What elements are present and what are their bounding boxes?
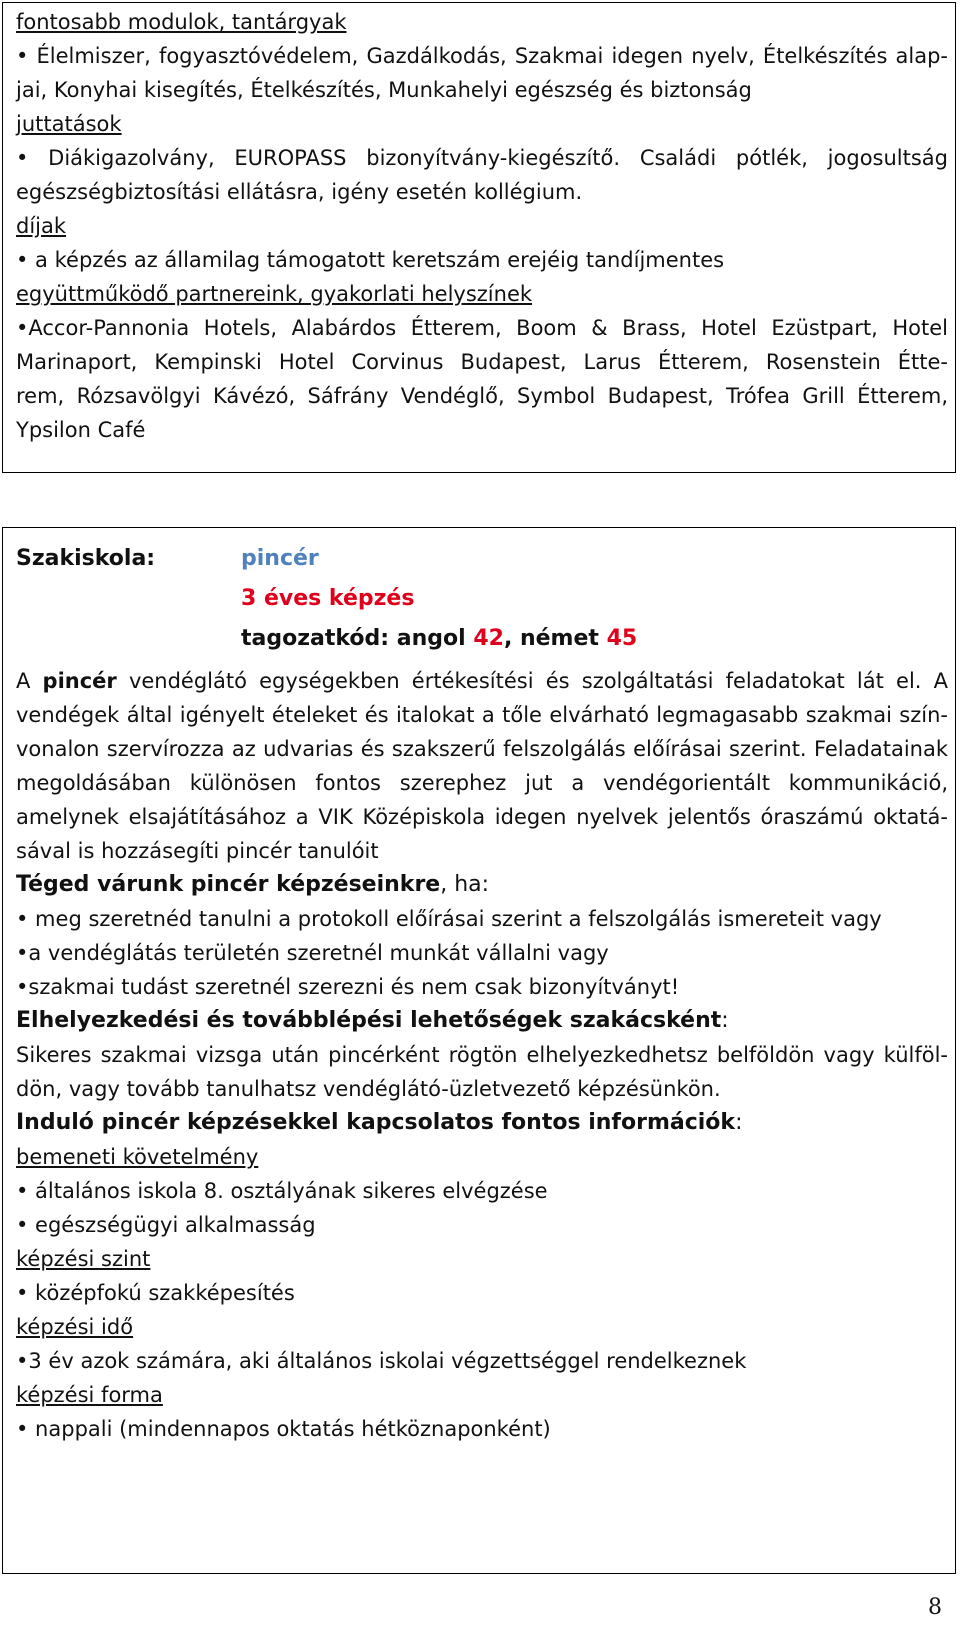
benefits-line: egészségbiztosítási ellátásra, igény esetén kollégium.: [16, 180, 583, 204]
description-line: sával is hozzásegíti pincér tanulóit: [16, 839, 379, 863]
waiter-section-box: [2, 527, 956, 1574]
partners-line: Marinaport, Kempinski Hotel Corvinus Budapest, Larus Étterem, Rosenstein Étte-: [16, 350, 948, 374]
section-code-german: 45: [606, 626, 638, 651]
modules-list-line: jai, Konyhai kisegítés, Ételkészítés, Munkahelyi egészség és biztonság: [16, 78, 752, 102]
section-code-label: tagozatkód: angol: [241, 626, 474, 651]
modules-heading: fontosabb modulok, tantárgyak: [16, 10, 347, 34]
requirements-heading: bemeneti követelmény: [16, 1145, 259, 1169]
duration-heading: képzési idő: [16, 1315, 134, 1339]
description-line: vonalon szervírozza az udvarias és szakszerű felszolgálás előírásai szerint. Feladatainak: [16, 737, 948, 761]
benefits-heading: juttatások: [16, 112, 122, 136]
fees-heading: díjak: [16, 214, 67, 238]
section-code: [241, 622, 741, 656]
modules-section-box: [2, 2, 956, 473]
school-type-label: Szakiskola:: [16, 546, 156, 571]
requirement-item: • általános iskola 8. osztályának sikeres elvégzése: [16, 1179, 548, 1203]
requirement-item: • egészségügyi alkalmasság: [16, 1213, 316, 1237]
who-we-expect-heading: [16, 868, 948, 902]
heading-bold: Téged várunk pincér képzéseinkre: [16, 872, 441, 897]
page-number: 8: [928, 1595, 942, 1620]
duration-item: •3 év azok számára, aki általános iskolai végzettséggel rendelkeznek: [16, 1349, 747, 1373]
condition-item: •a vendéglátás területén szeretnél munkát vállalni vagy: [16, 941, 609, 965]
partners-heading: együttműködő partnereink, gyakorlati helyszínek: [16, 282, 533, 306]
condition-item: •szakmai tudást szeretnél szerezni és nem csak bizonyítványt!: [16, 975, 680, 999]
career-line: dön, vagy tovább tanulhatsz vendéglátó-üzletvezető képzésünkön.: [16, 1077, 721, 1101]
description-line: megoldásában különösen fontos szerephez jut a vendégorientált kommunikáció,: [16, 771, 948, 795]
benefits-line: • Diákigazolvány, EUROPASS bizonyítvány-kiegészítő. Családi pótlék, jogosultság: [16, 146, 948, 170]
heading-suffix: :: [721, 1008, 729, 1033]
description-text: vendéglátó egységekben értékesítési és szolgáltatási feladatokat lát el. A: [116, 669, 948, 693]
heading-suffix: :: [735, 1110, 743, 1135]
section-code-english: 42: [473, 626, 504, 651]
form-item: • nappali (mindennapos oktatás hétköznaponként): [16, 1417, 551, 1441]
description-text: A: [16, 669, 43, 693]
level-heading: képzési szint: [16, 1247, 151, 1271]
heading-bold: Elhelyezkedési és továbblépési lehetőségek szakácsként: [16, 1008, 722, 1033]
description-line: [16, 664, 948, 698]
description-bold: pincér: [42, 669, 117, 693]
partners-line: Ypsilon Café: [16, 418, 146, 442]
description-line: vendégek által igényelt ételeket és italokat a tőle elvárható legmagasabb szakmai szín-: [16, 703, 948, 727]
modules-list-line: • Élelmiszer, fogyasztóvédelem, Gazdálkodás, Szakmai idegen nyelv, Ételkészítés alap-: [16, 44, 948, 68]
description-line: amelynek elsajátításához a VIK Középiskola idegen nyelvek jelentős óraszámú oktatá-: [16, 805, 948, 829]
profession-title: pincér: [241, 546, 319, 571]
form-heading: képzési forma: [16, 1383, 163, 1407]
fees-line: • a képzés az államilag támogatott keretszám erejéig tandíjmentes: [16, 248, 725, 272]
level-item: • középfokú szakképesítés: [16, 1281, 295, 1305]
training-duration: 3 éves képzés: [241, 586, 415, 611]
condition-item: • meg szeretnéd tanulni a protokoll előírásai szerint a felszolgálás ismereteit vagy: [16, 907, 882, 931]
partners-line: rem, Rózsavölgyi Kávézó, Sáfrány Vendéglő, Symbol Budapest, Trófea Grill Étterem,: [16, 384, 948, 408]
career-line: Sikeres szakmai vizsga után pincérként rögtön elhelyezkedhetsz belföldön vagy külföl-: [16, 1043, 948, 1067]
career-heading: [16, 1004, 948, 1038]
partners-line: •Accor-Pannonia Hotels, Alabárdos Étterem, Boom & Brass, Hotel Ezüstpart, Hotel: [16, 316, 948, 340]
heading-bold: Induló pincér képzésekkel kapcsolatos fontos információk: [16, 1110, 736, 1135]
heading-suffix: , ha:: [440, 872, 490, 897]
section-code-mid: , német: [503, 626, 607, 651]
info-heading: [16, 1106, 948, 1140]
